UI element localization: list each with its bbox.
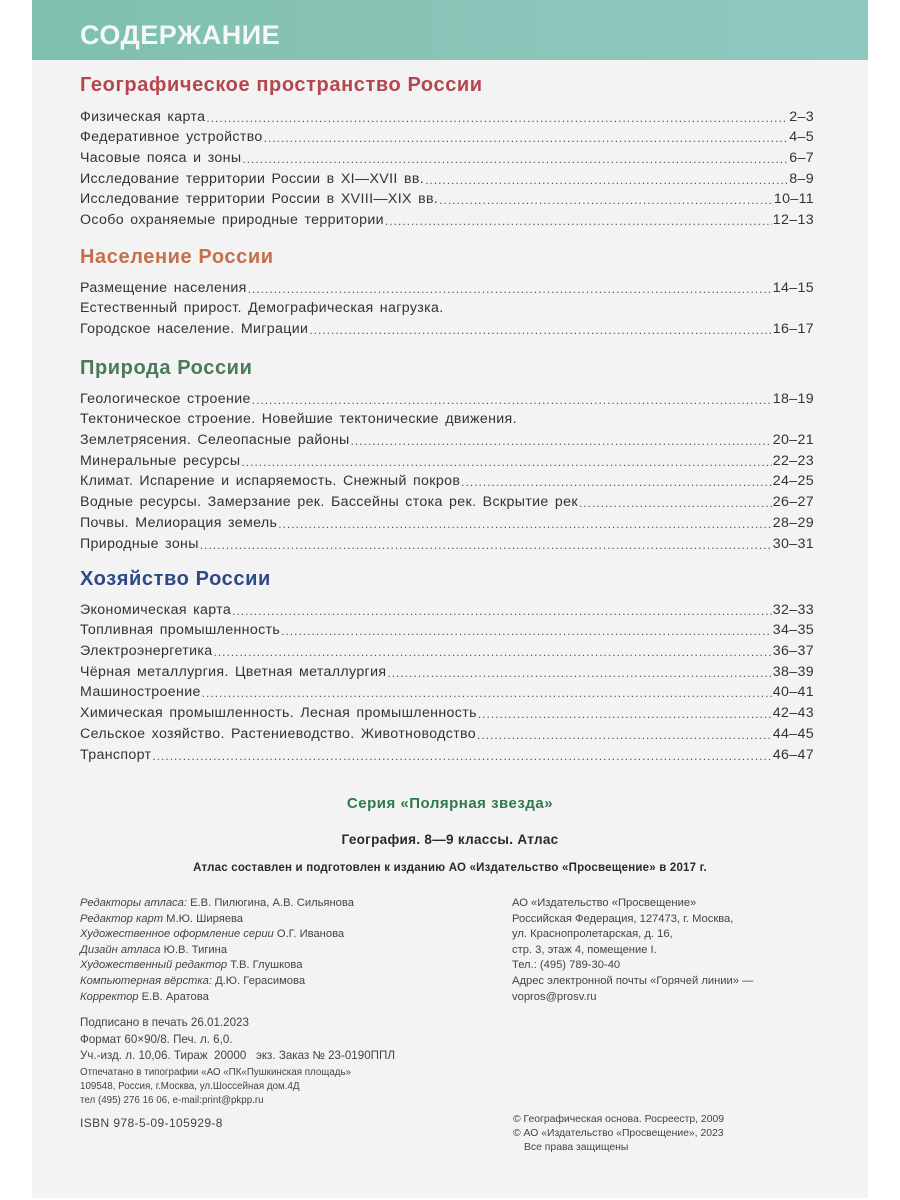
toc-item-pages: 46–47 bbox=[772, 746, 814, 763]
toc-item[interactable] bbox=[80, 407, 814, 428]
credit-line bbox=[80, 912, 354, 928]
leader-dots bbox=[213, 645, 771, 659]
leader-dots bbox=[478, 707, 772, 721]
toc-item-label: Природные зоны bbox=[80, 535, 199, 552]
printer-line: тел (495) 276 16 06, e-mail:print@pkpp.ru bbox=[80, 1095, 264, 1106]
toc-item[interactable] bbox=[80, 680, 814, 701]
leader-dots bbox=[248, 282, 772, 296]
leader-dots bbox=[232, 604, 772, 618]
toc-item[interactable] bbox=[80, 597, 814, 618]
leader-dots bbox=[477, 728, 772, 742]
toc-item-pages: 12–13 bbox=[772, 212, 814, 229]
toc-item-label: Топливная промышленность bbox=[80, 622, 281, 639]
toc-item[interactable] bbox=[80, 166, 814, 187]
toc-item-pages: 14–15 bbox=[772, 279, 814, 296]
address-line: стр. 3, этаж 4, помещение I. bbox=[512, 943, 657, 956]
copyright-line: © Географическая основа. Росреестр, 2009 bbox=[513, 1114, 725, 1125]
toc-item[interactable] bbox=[80, 104, 814, 125]
toc-item-pages: 38–39 bbox=[772, 663, 814, 680]
credit-line bbox=[80, 974, 354, 990]
toc-item-pages: 18–19 bbox=[772, 390, 814, 407]
prepared-note: Атлас составлен и подготовлен к изданию АО «Издательство «Просвещение» в 2017 г. bbox=[193, 862, 707, 874]
credit-role: Компьютерная вёрстка: bbox=[80, 974, 212, 987]
copyright-line: © АО «Издательство «Просвещение», 2023 bbox=[513, 1128, 724, 1140]
printer-line: Отпечатано в типографии «АО «ПК«Пушкинская площадь» bbox=[80, 1067, 352, 1078]
toc-item-label: Федеративное устройство bbox=[80, 129, 263, 146]
toc-list-geo-space bbox=[80, 104, 814, 228]
credit-name: М.Ю. Ширяева bbox=[166, 912, 244, 925]
leader-dots bbox=[200, 538, 772, 552]
toc-item-label: Химическая промышленность. Лесная промышленность bbox=[80, 705, 477, 722]
credit-line bbox=[80, 943, 354, 959]
toc-item[interactable] bbox=[80, 145, 814, 166]
section-title-economy: Хозяйство России bbox=[80, 568, 271, 590]
toc-item[interactable] bbox=[80, 275, 814, 296]
toc-item-label: Особо охраняемые природные территории bbox=[80, 212, 384, 229]
toc-item-pages: 42–43 bbox=[772, 705, 814, 722]
credit-line bbox=[80, 896, 354, 912]
toc-item-pages: 22–23 bbox=[772, 452, 814, 469]
toc-item[interactable] bbox=[80, 531, 814, 552]
print-info-line: Подписано в печать 26.01.2023 bbox=[80, 1016, 249, 1029]
atlas-page bbox=[32, 0, 868, 1198]
toc-item-label: Исследование территории России в XI—XVII вв. bbox=[80, 170, 425, 187]
toc-item[interactable] bbox=[80, 700, 814, 721]
toc-item-pages: 24–25 bbox=[772, 473, 814, 490]
leader-dots bbox=[252, 393, 772, 407]
toc-item-pages: 26–27 bbox=[772, 494, 814, 511]
toc-item-label: Часовые пояса и зоны bbox=[80, 150, 242, 167]
book-title: География. 8—9 классы. Атлас bbox=[341, 832, 559, 847]
toc-item-pages: 30–31 bbox=[772, 535, 814, 552]
leader-dots bbox=[351, 434, 772, 448]
credit-role: Редакторы атласа: bbox=[80, 897, 187, 909]
toc-item-pages: 44–45 bbox=[772, 725, 814, 742]
toc-item[interactable] bbox=[80, 618, 814, 639]
credits-list bbox=[80, 896, 354, 1005]
toc-item-pages: 28–29 bbox=[772, 514, 814, 531]
toc-list-population bbox=[80, 275, 814, 337]
toc-item-label: Транспорт bbox=[80, 746, 152, 763]
leader-dots bbox=[439, 193, 773, 207]
toc-item[interactable] bbox=[80, 207, 814, 228]
leader-dots bbox=[241, 455, 771, 469]
toc-item-label: Геологическое строение bbox=[80, 390, 251, 407]
printer-line: 109548, Россия, г.Москва, ул.Шоссейная дом.4Д bbox=[80, 1081, 300, 1092]
toc-item-pages: 32–33 bbox=[772, 601, 814, 618]
print-info bbox=[80, 1015, 395, 1065]
toc-item-label: Экономическая карта bbox=[80, 601, 232, 618]
credit-role: Художественный редактор bbox=[80, 959, 228, 972]
toc-item-pages: 4–5 bbox=[789, 129, 814, 146]
toc-item-label: Электроэнергетика bbox=[80, 643, 213, 660]
email-link[interactable]: vopros@prosv.ru bbox=[512, 990, 597, 1003]
toc-item-pages: 40–41 bbox=[772, 684, 814, 701]
leader-dots bbox=[281, 624, 772, 638]
leader-dots bbox=[385, 214, 772, 228]
credit-role: Художественное оформление серии bbox=[80, 928, 274, 941]
toc-item-pages: 20–21 bbox=[772, 432, 814, 449]
toc-item-label: Исследование территории России в XVIII—XIX вв. bbox=[80, 191, 439, 208]
toc-item-label: Сельское хозяйство. Растениеводство. Животноводство bbox=[80, 725, 477, 742]
leader-dots bbox=[461, 475, 772, 489]
toc-item-label: Чёрная металлургия. Цветная металлургия bbox=[80, 663, 387, 680]
address-line: Адрес электронной почты «Горячей линии» — bbox=[512, 974, 754, 987]
leader-dots bbox=[425, 173, 788, 187]
credit-name: О.Г. Иванова bbox=[276, 928, 345, 941]
leader-dots bbox=[264, 131, 789, 145]
address-line: ул. Краснопролетарская, д. 16, bbox=[512, 928, 673, 941]
toc-item[interactable] bbox=[80, 296, 814, 317]
toc-item[interactable] bbox=[80, 316, 814, 337]
printer-info bbox=[80, 1066, 351, 1108]
isbn: ISBN 978-5-09-105929-8 bbox=[80, 1116, 223, 1130]
toc-item-label: Водные ресурсы. Замерзание рек. Бассейны стока рек. Вскрытие рек bbox=[80, 494, 578, 511]
credit-role: Дизайн атласа bbox=[80, 943, 161, 956]
toc-item-pages: 8–9 bbox=[789, 170, 814, 187]
credit-name: Д.Ю. Герасимова bbox=[215, 974, 306, 987]
toc-item[interactable] bbox=[80, 489, 814, 510]
toc-item-label: Минеральные ресурсы bbox=[80, 452, 241, 469]
publisher-address bbox=[512, 896, 753, 1005]
toc-item[interactable] bbox=[80, 721, 814, 742]
section-title-geo-space: Географическое пространство России bbox=[80, 74, 483, 96]
toc-item-label: Тектоническое строение. Новейшие тектонические движения. bbox=[80, 411, 517, 428]
address-line: АО «Издательство «Просвещение» bbox=[512, 897, 697, 909]
leader-dots bbox=[387, 666, 771, 680]
toc-item-label: Естественный прирост. Демографическая нагрузка. bbox=[80, 300, 444, 317]
toc-item[interactable] bbox=[80, 187, 814, 208]
leader-dots bbox=[579, 496, 772, 510]
toc-item-label: Размещение населения bbox=[80, 279, 247, 296]
leader-dots bbox=[206, 111, 788, 125]
leader-dots bbox=[309, 323, 771, 337]
contents-header bbox=[32, 0, 868, 60]
phone-line: Тел.: (495) 789-30-40 bbox=[512, 959, 621, 972]
toc-item-label: Землетрясения. Селеопасные районы bbox=[80, 432, 350, 449]
toc-item[interactable] bbox=[80, 125, 814, 146]
leader-dots bbox=[202, 686, 772, 700]
credit-line bbox=[80, 958, 354, 974]
toc-item-label: Городское население. Миграции bbox=[80, 321, 309, 338]
toc-item-pages: 16–17 bbox=[772, 321, 814, 338]
toc-item[interactable] bbox=[80, 510, 814, 531]
leader-dots bbox=[152, 749, 771, 763]
toc-item[interactable] bbox=[80, 638, 814, 659]
credit-line bbox=[80, 927, 354, 943]
print-info-line: Формат 60×90/8. Печ. л. 6,0. bbox=[80, 1032, 233, 1046]
toc-item[interactable] bbox=[80, 386, 814, 407]
toc-item-pages: 34–35 bbox=[772, 622, 814, 639]
toc-list-economy bbox=[80, 597, 814, 763]
credit-name: Ю.В. Тигина bbox=[163, 943, 228, 956]
toc-item-pages: 2–3 bbox=[789, 108, 814, 125]
toc-item-pages: 10–11 bbox=[773, 191, 814, 208]
credit-line bbox=[80, 990, 354, 1006]
credit-name: Е.В. Аратова bbox=[141, 990, 209, 1003]
credit-name: Т.В. Глушкова bbox=[230, 959, 303, 972]
credit-name: Е.В. Пилюгина, А.В. Сильянова bbox=[190, 897, 354, 909]
section-title-nature: Природа России bbox=[80, 357, 253, 379]
leader-dots bbox=[278, 517, 772, 531]
toc-item-label: Почвы. Мелиорация земель bbox=[80, 514, 278, 531]
address-line: Российская Федерация, 127473, г. Москва, bbox=[512, 912, 734, 925]
toc-item-label: Климат. Испарение и испаряемость. Снежный покров bbox=[80, 473, 461, 490]
toc-item-pages: 36–37 bbox=[772, 643, 814, 660]
leader-dots bbox=[242, 152, 788, 166]
toc-list-nature bbox=[80, 386, 814, 552]
toc-item[interactable] bbox=[80, 742, 814, 763]
series-title: Серия «Полярная звезда» bbox=[346, 795, 554, 812]
credit-role: Редактор карт bbox=[80, 912, 164, 925]
section-title-population: Население России bbox=[80, 246, 274, 268]
toc-item[interactable] bbox=[80, 659, 814, 680]
toc-item[interactable] bbox=[80, 469, 814, 490]
toc-item-label: Физическая карта bbox=[80, 108, 206, 125]
print-info-line: Уч.-изд. л. 10,06. Тираж 20000 экз. Заказ № 23-0190ППЛ bbox=[80, 1049, 395, 1063]
toc-item-label: Машиностроение bbox=[80, 684, 201, 701]
credit-role: Корректор bbox=[80, 990, 139, 1003]
toc-item-pages: 6–7 bbox=[789, 150, 814, 167]
copyright-line: Все права защищены bbox=[524, 1142, 629, 1154]
copyright-block bbox=[513, 1113, 724, 1156]
page-title: СОДЕРЖАНИЕ bbox=[80, 20, 281, 50]
toc-item[interactable] bbox=[80, 448, 814, 469]
toc-item[interactable] bbox=[80, 427, 814, 448]
